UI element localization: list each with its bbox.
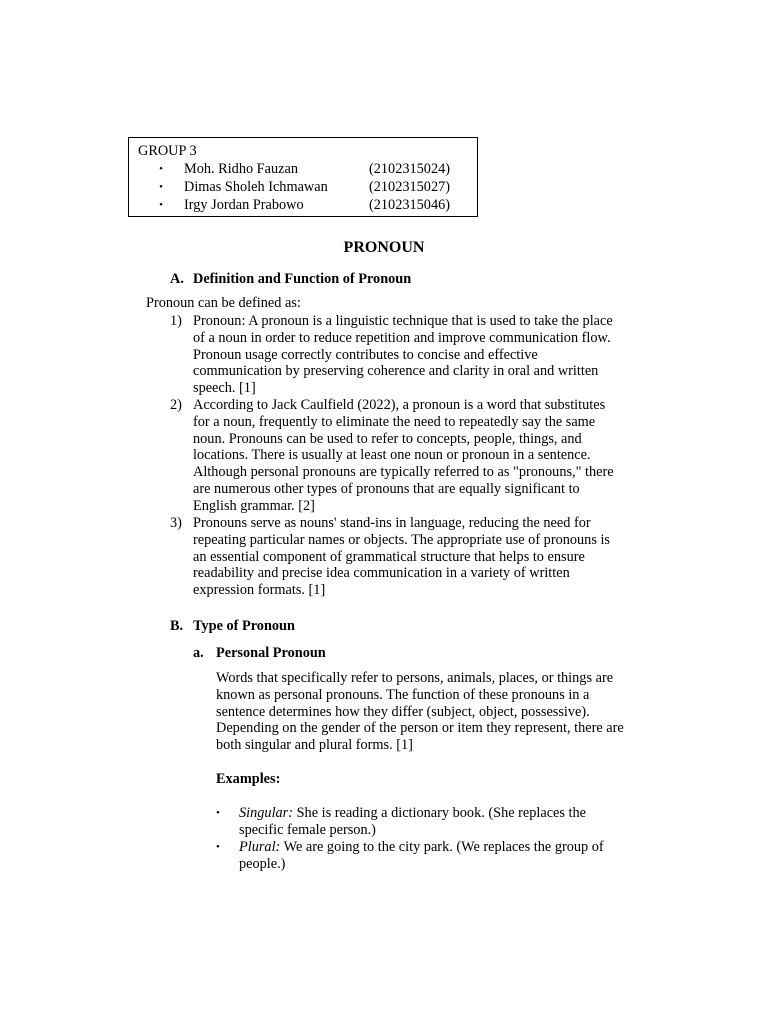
member-row — [138, 196, 477, 214]
item-number: 1) — [170, 313, 182, 329]
subsection-a-label: a. — [193, 645, 204, 661]
item-number: 3) — [170, 515, 182, 531]
group-title: GROUP 3 — [138, 143, 197, 159]
section-a-title: Definition and Function of Pronoun — [193, 271, 412, 287]
section-a-heading — [170, 271, 411, 288]
bullet-icon: • — [159, 199, 163, 211]
definition-item — [170, 515, 670, 599]
member-id: (2102315027) — [369, 179, 451, 195]
member-id: (2102315024) — [369, 161, 451, 177]
example-label: Plural: — [239, 839, 281, 855]
example-label: Singular: — [239, 805, 294, 821]
definition-item — [170, 397, 670, 515]
section-a-label: A. — [170, 271, 184, 287]
section-b-heading — [170, 618, 295, 635]
item-text: According to Jack Caulfield (2022), a pronoun is a word that substitutes for a noun, frequently to eliminate the need to repeatedly say the same noun. Pronouns can be used to refer to concepts, people, things, and locations. There is usually at least one noun or pronoun in a sentence. Although personal pronouns are typically referred to as "pronouns," there are numerous other types of pronouns that are equally significant to English grammar. [2] — [193, 397, 614, 514]
example-item — [216, 839, 676, 873]
examples-heading: Examples: — [216, 771, 281, 787]
group-members-box — [128, 137, 478, 217]
example-item — [216, 805, 676, 839]
item-text: Pronouns serve as nouns' stand-ins in language, reducing the need for repeating particular names or objects. The appropriate use of pronouns is an essential component of grammatical structure that helps to ensure readability and precise idea communication in a variety of written expression formats. [1] — [193, 515, 610, 599]
member-row — [138, 160, 477, 178]
bullet-icon: • — [216, 841, 220, 853]
subsection-a-title: Personal Pronoun — [216, 645, 326, 661]
item-number: 2) — [170, 397, 182, 413]
member-row — [138, 178, 477, 196]
member-id: (2102315046) — [369, 197, 451, 213]
member-name: Irgy Jordan Prabowo — [184, 197, 304, 213]
section-b-label: B. — [170, 618, 184, 634]
bullet-icon: • — [216, 807, 220, 819]
item-text: Pronoun: A pronoun is a linguistic technique that is used to take the place of a noun in order to reduce repetition and improve communication flow. Pronoun usage correctly contributes to concise and effective communication by preserving coherence and clarity in oral and written speech. [1] — [193, 313, 613, 397]
section-b-title: Type of Pronoun — [193, 618, 295, 634]
section-a-intro: Pronoun can be defined as: — [146, 295, 301, 311]
member-name: Dimas Sholeh Ichmawan — [184, 179, 328, 195]
subsection-a-heading — [193, 645, 326, 662]
bullet-icon: • — [159, 181, 163, 193]
example-text: We are going to the city park. (We replaces the group of people.) — [239, 839, 604, 872]
bullet-icon: • — [159, 163, 163, 175]
page-title: PRONOUN — [343, 239, 425, 256]
member-name: Moh. Ridho Fauzan — [184, 161, 298, 177]
example-text: She is reading a dictionary book. (She replaces the specific female person.) — [239, 805, 587, 838]
definition-item — [170, 313, 670, 397]
personal-pronoun-paragraph: Words that specifically refer to persons, animals, places, or things are known as personal pronouns. The function of these pronouns in a sentence determines how they differ (subject, object, possessive). Depending on the gender of the person or item they represent, there are both singular and plural forms. [1] — [216, 670, 624, 754]
